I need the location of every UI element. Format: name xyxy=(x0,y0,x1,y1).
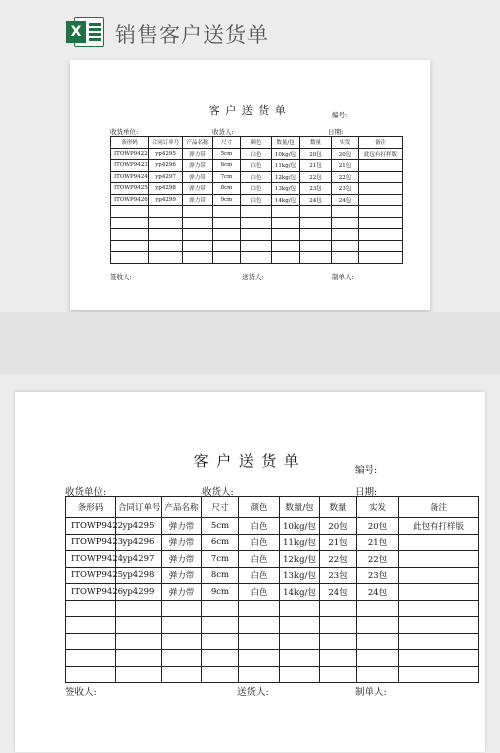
column-header-order-no: 合同订单号 xyxy=(116,497,162,518)
cell-barcode: ITOWP9422 xyxy=(66,518,116,535)
table-row xyxy=(66,534,479,551)
cell-size xyxy=(213,206,241,218)
form-title: 客户送货单 xyxy=(193,452,307,470)
cell-quantity xyxy=(300,206,332,218)
cell-order-no xyxy=(149,217,183,229)
cell-order-no xyxy=(116,650,162,667)
column-header-shipped: 实发 xyxy=(357,497,399,518)
table-row xyxy=(111,171,403,183)
table-row xyxy=(66,666,479,683)
cell-shipped xyxy=(357,666,399,683)
cell-shipped xyxy=(357,617,399,634)
column-header-color: 颜色 xyxy=(239,497,280,518)
cell-qty-per-pack xyxy=(272,240,300,252)
cell-product-name xyxy=(183,229,213,241)
cell-remark xyxy=(359,217,403,229)
column-header-order-no: 合同订单号 xyxy=(149,137,183,149)
cell-barcode xyxy=(111,206,149,218)
cell-barcode: ITOWP9426 xyxy=(66,584,116,601)
cell-size: 7cm xyxy=(202,551,239,568)
cell-quantity xyxy=(300,229,332,241)
cell-size: 6cm xyxy=(213,160,241,172)
cell-color: 白色 xyxy=(239,584,280,601)
cell-color: 白色 xyxy=(241,171,272,183)
cell-order-no xyxy=(149,229,183,241)
column-header-barcode: 条形码 xyxy=(66,497,116,518)
cell-product-name: 弹力带 xyxy=(183,160,213,172)
table-row xyxy=(111,183,403,195)
cell-shipped xyxy=(332,240,359,252)
serial-label: 编号: xyxy=(332,111,348,119)
cell-order-no: yp4297 xyxy=(116,551,162,568)
cell-qty-per-pack xyxy=(280,633,320,650)
cell-quantity: 23包 xyxy=(300,183,332,195)
form-title: 客户送货单 xyxy=(208,104,292,117)
signer-label: 签收人: xyxy=(110,273,132,281)
cell-barcode xyxy=(111,240,149,252)
cell-shipped: 21包 xyxy=(332,160,359,172)
divider-band xyxy=(0,312,500,374)
cell-size: 8cm xyxy=(202,567,239,584)
table-row xyxy=(111,240,403,252)
table-row xyxy=(66,518,479,535)
cell-qty-per-pack xyxy=(272,206,300,218)
cell-barcode xyxy=(111,217,149,229)
cell-shipped: 23包 xyxy=(332,183,359,195)
cell-color: 白色 xyxy=(241,194,272,206)
cell-size xyxy=(213,229,241,241)
cell-barcode: ITOWP9425 xyxy=(66,567,116,584)
cell-remark: 此包有打样版 xyxy=(399,518,479,535)
cell-quantity: 24包 xyxy=(320,584,357,601)
cell-color: 白色 xyxy=(239,518,280,535)
column-header-product-name: 产品名称 xyxy=(183,137,213,149)
cell-shipped: 20包 xyxy=(332,148,359,160)
form-preview-small xyxy=(70,60,430,310)
cell-size xyxy=(213,240,241,252)
table-row xyxy=(66,617,479,634)
cell-qty-per-pack: 13kg/包 xyxy=(272,183,300,195)
cell-qty-per-pack: 12kg/包 xyxy=(272,171,300,183)
table-row xyxy=(66,650,479,667)
excel-icon: X xyxy=(66,15,104,49)
cell-remark xyxy=(399,534,479,551)
table-row xyxy=(111,217,403,229)
cell-product-name xyxy=(183,206,213,218)
column-header-qty-per-pack: 数量/包 xyxy=(272,137,300,149)
table-row xyxy=(111,252,403,264)
cell-size: 8cm xyxy=(213,183,241,195)
cell-remark xyxy=(399,600,479,617)
cell-shipped: 24包 xyxy=(332,194,359,206)
table-header-row xyxy=(111,137,403,149)
column-header-barcode: 条形码 xyxy=(111,137,149,149)
cell-product-name xyxy=(162,633,202,650)
cell-shipped: 21包 xyxy=(357,534,399,551)
cell-quantity xyxy=(320,600,357,617)
form-preview-large xyxy=(15,392,485,752)
cell-barcode: ITOWP9422 xyxy=(111,148,149,160)
cell-order-no xyxy=(116,617,162,634)
cell-qty-per-pack xyxy=(272,217,300,229)
cell-product-name xyxy=(183,217,213,229)
column-header-qty-per-pack: 数量/包 xyxy=(280,497,320,518)
cell-barcode xyxy=(66,617,116,634)
cell-size xyxy=(213,217,241,229)
cell-order-no xyxy=(149,252,183,264)
column-header-remark: 备注 xyxy=(359,137,403,149)
cell-order-no: yp4299 xyxy=(149,194,183,206)
cell-product-name: 弹力带 xyxy=(162,534,202,551)
cell-order-no xyxy=(116,600,162,617)
cell-qty-per-pack xyxy=(280,650,320,667)
cell-quantity xyxy=(320,633,357,650)
cell-remark xyxy=(359,171,403,183)
cell-qty-per-pack xyxy=(272,252,300,264)
cell-product-name: 弹力带 xyxy=(183,194,213,206)
cell-qty-per-pack xyxy=(280,666,320,683)
table-row xyxy=(66,633,479,650)
cell-barcode: ITOWP9425 xyxy=(111,183,149,195)
cell-shipped xyxy=(357,650,399,667)
cell-order-no: yp4297 xyxy=(149,171,183,183)
cell-color xyxy=(241,229,272,241)
cell-qty-per-pack: 11kg/包 xyxy=(272,160,300,172)
cell-shipped xyxy=(332,252,359,264)
cell-size xyxy=(202,633,239,650)
cell-order-no: yp4299 xyxy=(116,584,162,601)
cell-color: 白色 xyxy=(239,534,280,551)
cell-color: 白色 xyxy=(241,148,272,160)
cell-size: 7cm xyxy=(213,171,241,183)
cell-product-name xyxy=(162,617,202,634)
cell-color xyxy=(239,617,280,634)
cell-size xyxy=(202,617,239,634)
cell-quantity xyxy=(320,650,357,667)
cell-color: 白色 xyxy=(241,183,272,195)
cell-order-no: yp4296 xyxy=(116,534,162,551)
cell-barcode: ITOWP9423 xyxy=(66,534,116,551)
cell-shipped: 22包 xyxy=(332,171,359,183)
cell-barcode xyxy=(66,633,116,650)
cell-product-name: 弹力带 xyxy=(162,584,202,601)
cell-order-no: yp4298 xyxy=(116,567,162,584)
cell-qty-per-pack: 10kg/包 xyxy=(280,518,320,535)
cell-barcode xyxy=(66,650,116,667)
cell-qty-per-pack xyxy=(280,600,320,617)
cell-quantity xyxy=(320,666,357,683)
cell-product-name: 弹力带 xyxy=(162,567,202,584)
column-header-quantity: 数量 xyxy=(300,137,332,149)
cell-size xyxy=(202,666,239,683)
cell-quantity: 23包 xyxy=(320,567,357,584)
table-header-row xyxy=(66,497,479,518)
maker-label: 制单人: xyxy=(332,273,354,281)
sender-label: 送货人: xyxy=(242,273,264,281)
table-row xyxy=(66,600,479,617)
cell-quantity: 21包 xyxy=(300,160,332,172)
cell-remark xyxy=(399,633,479,650)
date-label: 日期: xyxy=(328,128,344,136)
cell-color xyxy=(241,252,272,264)
cell-remark: 此包有打样版 xyxy=(359,148,403,160)
delivery-table xyxy=(110,136,403,264)
cell-qty-per-pack xyxy=(280,617,320,634)
customer-label: 收货单位: xyxy=(110,128,139,136)
cell-quantity: 22包 xyxy=(300,171,332,183)
cell-barcode xyxy=(66,666,116,683)
cell-shipped: 23包 xyxy=(357,567,399,584)
cell-product-name: 弹力带 xyxy=(162,518,202,535)
delivery-table xyxy=(65,496,479,683)
cell-qty-per-pack: 12kg/包 xyxy=(280,551,320,568)
cell-remark xyxy=(399,551,479,568)
cell-order-no xyxy=(116,666,162,683)
cell-shipped: 20包 xyxy=(357,518,399,535)
cell-remark xyxy=(399,567,479,584)
serial-label: 编号: xyxy=(355,465,378,476)
cell-remark xyxy=(359,183,403,195)
cell-remark xyxy=(359,240,403,252)
sender-label: 送货人: xyxy=(237,687,269,698)
cell-color: 白色 xyxy=(239,567,280,584)
cell-size xyxy=(213,252,241,264)
table-row xyxy=(66,584,479,601)
cell-remark xyxy=(359,252,403,264)
cell-size: 9cm xyxy=(202,584,239,601)
cell-order-no xyxy=(149,240,183,252)
cell-product-name: 弹力带 xyxy=(183,171,213,183)
cell-product-name: 弹力带 xyxy=(183,148,213,160)
maker-label: 制单人: xyxy=(355,687,387,698)
cell-color: 白色 xyxy=(241,160,272,172)
cell-product-name: 弹力带 xyxy=(162,551,202,568)
cell-size: 5cm xyxy=(202,518,239,535)
cell-barcode xyxy=(66,600,116,617)
cell-remark xyxy=(359,229,403,241)
cell-shipped xyxy=(357,633,399,650)
customer-label: 收货单位: xyxy=(65,487,107,498)
cell-quantity xyxy=(300,217,332,229)
cell-barcode: ITOWP9424 xyxy=(66,551,116,568)
cell-qty-per-pack: 14kg/包 xyxy=(272,194,300,206)
cell-quantity: 22包 xyxy=(320,551,357,568)
column-header-size: 尺寸 xyxy=(213,137,241,149)
cell-product-name xyxy=(162,600,202,617)
cell-quantity: 24包 xyxy=(300,194,332,206)
cell-product-name: 弹力带 xyxy=(183,183,213,195)
cell-size: 6cm xyxy=(202,534,239,551)
cell-remark xyxy=(399,584,479,601)
table-row xyxy=(66,551,479,568)
receiver-label: 收货人: xyxy=(202,487,234,498)
cell-barcode: ITOWP9424 xyxy=(111,171,149,183)
cell-order-no: yp4295 xyxy=(149,148,183,160)
cell-order-no xyxy=(116,633,162,650)
cell-color: 白色 xyxy=(239,551,280,568)
cell-quantity: 20包 xyxy=(320,518,357,535)
cell-product-name xyxy=(183,252,213,264)
receiver-label: 收货人: xyxy=(212,128,234,136)
page-title: 销售客户送货单 xyxy=(115,23,269,47)
cell-barcode: ITOWP9423 xyxy=(111,160,149,172)
cell-remark xyxy=(359,206,403,218)
cell-barcode xyxy=(111,229,149,241)
cell-quantity: 21包 xyxy=(320,534,357,551)
table-row xyxy=(111,194,403,206)
column-header-size: 尺寸 xyxy=(202,497,239,518)
cell-color xyxy=(239,600,280,617)
cell-shipped xyxy=(332,206,359,218)
column-header-product-name: 产品名称 xyxy=(162,497,202,518)
table-row xyxy=(111,148,403,160)
cell-qty-per-pack xyxy=(272,229,300,241)
column-header-quantity: 数量 xyxy=(320,497,357,518)
cell-barcode: ITOWP9426 xyxy=(111,194,149,206)
cell-color xyxy=(239,650,280,667)
cell-order-no: yp4298 xyxy=(149,183,183,195)
cell-qty-per-pack: 13kg/包 xyxy=(280,567,320,584)
table-row xyxy=(66,567,479,584)
signer-label: 签收人: xyxy=(65,687,97,698)
cell-quantity xyxy=(300,252,332,264)
cell-size xyxy=(202,600,239,617)
cell-remark xyxy=(359,194,403,206)
cell-shipped xyxy=(357,600,399,617)
cell-shipped: 22包 xyxy=(357,551,399,568)
cell-product-name xyxy=(183,240,213,252)
cell-shipped xyxy=(332,217,359,229)
cell-barcode xyxy=(111,252,149,264)
cell-shipped: 24包 xyxy=(357,584,399,601)
column-header-color: 颜色 xyxy=(241,137,272,149)
header-bar xyxy=(0,0,500,62)
cell-order-no: yp4295 xyxy=(116,518,162,535)
column-header-shipped: 实发 xyxy=(332,137,359,149)
cell-size xyxy=(202,650,239,667)
cell-shipped xyxy=(332,229,359,241)
cell-quantity xyxy=(320,617,357,634)
cell-order-no: yp4296 xyxy=(149,160,183,172)
cell-product-name xyxy=(162,666,202,683)
cell-size: 5cm xyxy=(213,148,241,160)
cell-quantity xyxy=(300,240,332,252)
cell-qty-per-pack: 14kg/包 xyxy=(280,584,320,601)
cell-color xyxy=(239,666,280,683)
table-row xyxy=(111,206,403,218)
cell-color xyxy=(241,206,272,218)
cell-qty-per-pack: 10kg/包 xyxy=(272,148,300,160)
cell-color xyxy=(241,240,272,252)
date-label: 日期: xyxy=(355,487,378,498)
cell-color xyxy=(241,217,272,229)
cell-remark xyxy=(399,666,479,683)
cell-order-no xyxy=(149,206,183,218)
table-row xyxy=(111,229,403,241)
cell-remark xyxy=(359,160,403,172)
table-row xyxy=(111,160,403,172)
cell-qty-per-pack: 11kg/包 xyxy=(280,534,320,551)
cell-color xyxy=(239,633,280,650)
cell-quantity: 20包 xyxy=(300,148,332,160)
column-header-remark: 备注 xyxy=(399,497,479,518)
cell-product-name xyxy=(162,650,202,667)
cell-remark xyxy=(399,617,479,634)
cell-remark xyxy=(399,650,479,667)
cell-size: 9cm xyxy=(213,194,241,206)
